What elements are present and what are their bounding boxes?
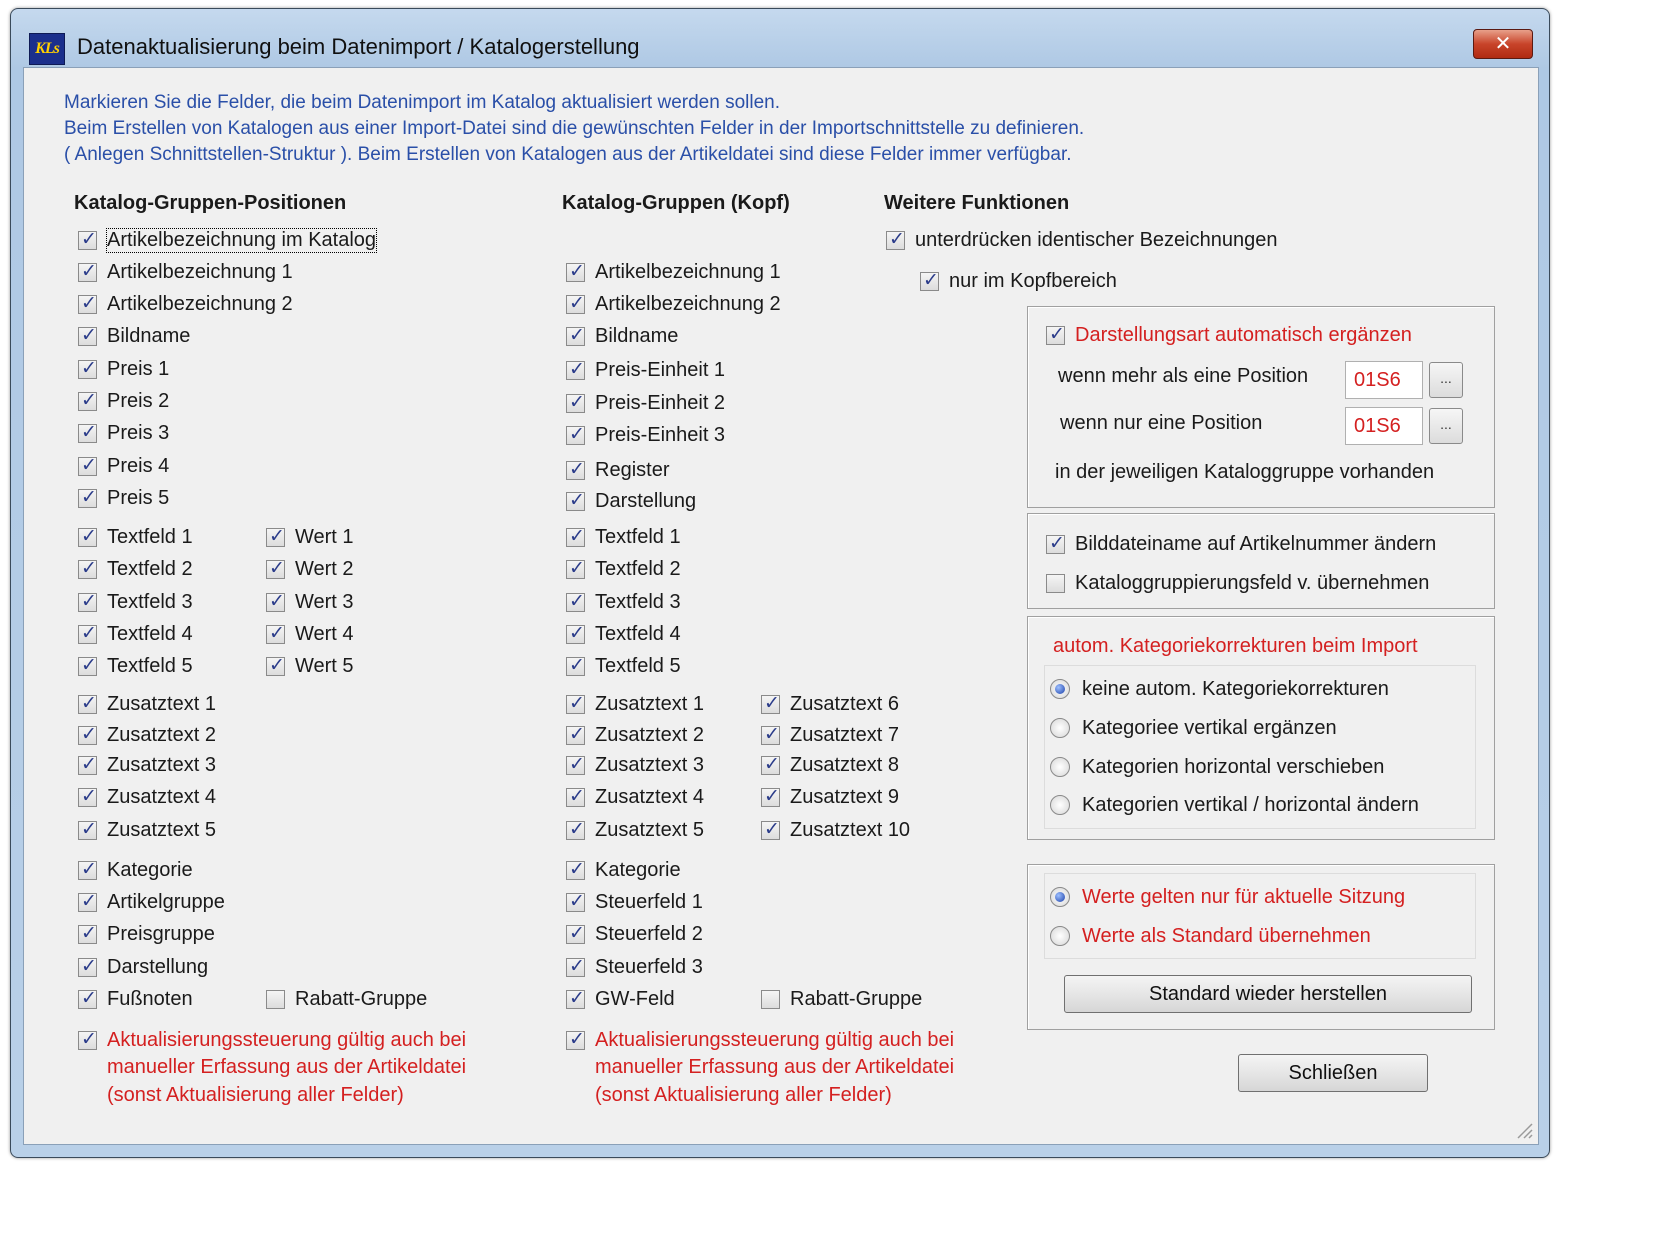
wert-4-row[interactable]: [266, 620, 354, 648]
col1-rabatt-gruppe-row[interactable]: [266, 985, 427, 1013]
dialog-client-area: [23, 67, 1539, 1145]
werte-option-2-radio[interactable]: [1050, 926, 1070, 946]
app-logo-icon: KLs: [29, 33, 65, 65]
kategorie-option-4-radio[interactable]: [1050, 795, 1070, 815]
kopf-item-9-label: Textfeld 1: [595, 525, 681, 548]
kopf-item-8-label: Darstellung: [595, 489, 697, 512]
resize-grip-icon[interactable]: [1512, 1118, 1534, 1140]
col2-manual-checkbox-row[interactable]: [566, 1026, 954, 1054]
restore-default-button[interactable]: Standard wieder herstellen: [1064, 975, 1472, 1013]
positionen-item-15-label: Zusatztext 1: [107, 692, 216, 715]
col2-manual-line-1: Aktualisierungssteuerung gültig auch bei: [595, 1028, 955, 1051]
positionen-item-7-row[interactable]: [78, 419, 169, 447]
head-only-checkbox[interactable]: [920, 272, 939, 291]
positionen-item-23-label: Darstellung: [107, 955, 209, 978]
positionen-item-19-label: Zusatztext 5: [107, 818, 216, 841]
kopf-item-7-label: Register: [595, 458, 670, 481]
kopf-item-5-row[interactable]: [566, 389, 725, 417]
kopf-item-18-label: Zusatztext 5: [595, 818, 704, 841]
darstellungsart-label: Darstellungsart automatisch ergänzen: [1075, 323, 1412, 346]
kopf-item-8-row[interactable]: [566, 487, 696, 515]
bilddatei-row[interactable]: [1046, 530, 1436, 558]
wert-5-checkbox[interactable]: [266, 657, 285, 676]
kopf-item-20-label: Steuerfeld 1: [595, 890, 703, 913]
kategorie-option-3-radio[interactable]: [1050, 757, 1070, 777]
kopf-item-15-label: Zusatztext 2: [595, 723, 704, 746]
kopf-item-18-row[interactable]: [566, 816, 704, 844]
kopf-zusatztext-7-label: Zusatztext 7: [790, 723, 899, 746]
kopf-zusatztext-7-row[interactable]: [761, 721, 899, 749]
positionen-item-5-checkbox[interactable]: [78, 360, 97, 379]
kopf-item-23-row[interactable]: [566, 985, 675, 1013]
close-window-button[interactable]: ✕: [1473, 29, 1533, 59]
kopf-item-1-label: Artikelbezeichnung 1: [595, 260, 781, 283]
wert-4-checkbox[interactable]: [266, 625, 285, 644]
kopf-item-15-checkbox[interactable]: [566, 726, 585, 745]
kategorie-option-1-radio[interactable]: [1050, 679, 1070, 699]
kopf-zusatztext-10-label: Zusatztext 10: [790, 818, 911, 841]
positionen-item-8-label: Preis 4: [107, 454, 170, 477]
positionen-item-5-label: Preis 1: [107, 357, 170, 380]
wert-1-label: Wert 1: [295, 525, 354, 548]
kopf-item-1-checkbox[interactable]: [566, 263, 585, 282]
kopf-item-13-checkbox[interactable]: [566, 657, 585, 676]
heading-weitere-funktionen: Weitere Funktionen: [884, 192, 1070, 214]
darstellungsart-row[interactable]: [1046, 321, 1412, 349]
positionen-item-13-row[interactable]: [78, 620, 193, 648]
gruppierung-label: Kataloggruppierungsfeld v. übernehmen: [1075, 571, 1430, 594]
kopf-item-16-label: Zusatztext 3: [595, 753, 704, 776]
one-position-browse-button[interactable]: ...: [1429, 408, 1463, 444]
kategorie-option-3-row[interactable]: [1050, 753, 1384, 781]
kategorie-option-3-label: Kategorien horizontal verschieben: [1082, 755, 1385, 778]
positionen-item-18-row[interactable]: [78, 783, 216, 811]
positionen-item-24-label: Fußnoten: [107, 987, 193, 1010]
positionen-item-20-row[interactable]: [78, 856, 193, 884]
kopf-item-14-label: Zusatztext 1: [595, 692, 704, 715]
wert-2-row[interactable]: [266, 555, 354, 583]
wert-1-checkbox[interactable]: [266, 528, 285, 547]
more-positions-input[interactable]: 01S6: [1345, 361, 1423, 399]
kopf-item-21-label: Steuerfeld 2: [595, 922, 703, 945]
positionen-item-21-checkbox[interactable]: [78, 893, 97, 912]
kopf-zusatztext-6-label: Zusatztext 6: [790, 692, 899, 715]
positionen-item-14-row[interactable]: [78, 652, 193, 680]
col1-rabatt-gruppe-checkbox[interactable]: [266, 990, 285, 1009]
darstellungsart-group: [1027, 306, 1495, 508]
kopf-item-5-checkbox[interactable]: [566, 394, 585, 413]
kopf-item-14-checkbox[interactable]: [566, 695, 585, 714]
positionen-item-21-row[interactable]: [78, 888, 225, 916]
dialog-window: [10, 8, 1550, 1158]
kopf-item-12-label: Textfeld 4: [595, 622, 681, 645]
kopf-item-9-row[interactable]: [566, 523, 681, 551]
kopf-item-11-row[interactable]: [566, 588, 681, 616]
positionen-item-11-row[interactable]: [78, 555, 193, 583]
kopf-item-9-checkbox[interactable]: [566, 528, 585, 547]
intro-line-2: Beim Erstellen von Katalogen aus einer Import-Datei sind die gewünschten Felder in der Importschnittstelle zu definieren.: [64, 118, 1085, 139]
kopf-item-17-label: Zusatztext 4: [595, 785, 704, 808]
positionen-item-2-checkbox[interactable]: [78, 263, 97, 282]
positionen-item-10-checkbox[interactable]: [78, 528, 97, 547]
positionen-item-10-label: Textfeld 1: [107, 525, 193, 548]
positionen-item-7-label: Preis 3: [107, 421, 170, 444]
kopf-item-20-row[interactable]: [566, 888, 703, 916]
werte-option-2-label: Werte als Standard übernehmen: [1082, 924, 1371, 947]
kopf-item-4-checkbox[interactable]: [566, 361, 585, 380]
kopf-item-23-label: GW-Feld: [595, 987, 675, 1010]
kopf-item-1-row[interactable]: [566, 258, 781, 286]
kopf-item-3-row[interactable]: [566, 322, 678, 350]
positionen-item-4-checkbox[interactable]: [78, 327, 97, 346]
suppress-identical-checkbox[interactable]: [886, 231, 905, 250]
head-only-row[interactable]: [920, 267, 1117, 295]
kopf-item-3-label: Bildname: [595, 324, 679, 347]
positionen-item-19-checkbox[interactable]: [78, 821, 97, 840]
positionen-item-7-checkbox[interactable]: [78, 424, 97, 443]
wert-5-label: Wert 5: [295, 654, 354, 677]
kopf-zusatztext-8-row[interactable]: [761, 751, 899, 779]
kopf-item-2-label: Artikelbezeichnung 2: [595, 292, 781, 315]
positionen-item-1-label: Artikelbezeichnung im Katalog: [107, 228, 377, 251]
positionen-item-9-label: Preis 5: [107, 486, 170, 509]
positionen-item-14-label: Textfeld 5: [107, 654, 193, 677]
positionen-item-6-row[interactable]: [78, 387, 169, 415]
darstellungsart-footer: in der jeweiligen Kataloggruppe vorhanden: [1055, 461, 1435, 483]
positionen-item-12-row[interactable]: [78, 588, 193, 616]
kopf-zusatztext-8-label: Zusatztext 8: [790, 753, 899, 776]
kopf-item-13-label: Textfeld 5: [595, 654, 681, 677]
kopf-zusatztext-6-row[interactable]: [761, 690, 899, 718]
darstellungsart-checkbox[interactable]: [1046, 326, 1065, 345]
positionen-item-22-row[interactable]: [78, 920, 215, 948]
kopf-item-7-checkbox[interactable]: [566, 461, 585, 480]
col2-manual-checkbox[interactable]: [566, 1031, 585, 1050]
col2-rabatt-gruppe-checkbox[interactable]: [761, 990, 780, 1009]
werte-option-2-row[interactable]: [1050, 922, 1371, 950]
kopf-zusatztext-9-label: Zusatztext 9: [790, 785, 899, 808]
positionen-item-13-label: Textfeld 4: [107, 622, 193, 645]
positionen-item-5-row[interactable]: [78, 355, 169, 383]
positionen-item-21-label: Artikelgruppe: [107, 890, 225, 913]
gruppierung-row[interactable]: [1046, 569, 1429, 597]
col1-manual-line-1: Aktualisierungssteuerung gültig auch bei: [107, 1028, 467, 1051]
wert-2-label: Wert 2: [295, 557, 354, 580]
kopf-item-22-label: Steuerfeld 3: [595, 955, 703, 978]
positionen-item-8-checkbox[interactable]: [78, 457, 97, 476]
kopf-item-8-checkbox[interactable]: [566, 492, 585, 511]
kopf-zusatztext-10-row[interactable]: [761, 816, 910, 844]
kopf-item-2-row[interactable]: [566, 290, 781, 318]
kopf-item-22-row[interactable]: [566, 953, 703, 981]
bilddatei-checkbox[interactable]: [1046, 535, 1065, 554]
kopf-zusatztext-9-checkbox[interactable]: [761, 788, 780, 807]
positionen-item-20-label: Kategorie: [107, 858, 193, 881]
positionen-item-18-label: Zusatztext 4: [107, 785, 216, 808]
col1-manual-checkbox[interactable]: [78, 1031, 97, 1050]
kopf-item-7-row[interactable]: [566, 456, 669, 484]
kopf-item-11-label: Textfeld 3: [595, 590, 681, 613]
werte-option-1-radio[interactable]: [1050, 887, 1070, 907]
col2-rabatt-gruppe-row[interactable]: [761, 985, 922, 1013]
kopf-item-2-checkbox[interactable]: [566, 295, 585, 314]
kopf-zusatztext-8-checkbox[interactable]: [761, 756, 780, 775]
kopf-item-10-row[interactable]: [566, 555, 681, 583]
positionen-item-1-checkbox[interactable]: [78, 231, 97, 250]
kopf-item-12-row[interactable]: [566, 620, 681, 648]
positionen-item-22-label: Preisgruppe: [107, 922, 215, 945]
kopf-zusatztext-9-row[interactable]: [761, 783, 899, 811]
one-position-label: wenn nur eine Position: [1060, 412, 1263, 434]
suppress-identical-row[interactable]: [886, 226, 1277, 254]
positionen-item-17-checkbox[interactable]: [78, 756, 97, 775]
wert-3-checkbox[interactable]: [266, 593, 285, 612]
kategorie-option-4-label: Kategorien vertikal / horizontal ändern: [1082, 793, 1419, 816]
kopf-item-6-row[interactable]: [566, 421, 725, 449]
kopf-zusatztext-7-checkbox[interactable]: [761, 726, 780, 745]
positionen-item-20-checkbox[interactable]: [78, 861, 97, 880]
kategoriekorrektur-group: [1027, 616, 1495, 840]
kopf-item-3-checkbox[interactable]: [566, 327, 585, 346]
heading-positionen: Katalog-Gruppen-Positionen: [74, 192, 347, 214]
more-positions-browse-button[interactable]: ...: [1429, 362, 1463, 398]
one-position-input[interactable]: 01S6: [1345, 407, 1423, 445]
positionen-item-16-label: Zusatztext 2: [107, 723, 216, 746]
werte-group: [1027, 864, 1495, 1030]
positionen-item-16-checkbox[interactable]: [78, 726, 97, 745]
intro-line-1: Markieren Sie die Felder, die beim Datenimport im Katalog aktualisiert werden sollen.: [64, 92, 781, 113]
kopf-item-17-checkbox[interactable]: [566, 788, 585, 807]
wert-3-row[interactable]: [266, 588, 354, 616]
positionen-item-23-row[interactable]: [78, 953, 208, 981]
positionen-item-15-row[interactable]: [78, 690, 216, 718]
wert-1-row[interactable]: [266, 523, 354, 551]
positionen-item-13-checkbox[interactable]: [78, 625, 97, 644]
positionen-item-18-checkbox[interactable]: [78, 788, 97, 807]
kopf-item-16-row[interactable]: [566, 751, 704, 779]
bilddatei-label: Bilddateiname auf Artikelnummer ändern: [1075, 532, 1437, 555]
kopf-item-19-label: Kategorie: [595, 858, 681, 881]
gruppierung-checkbox[interactable]: [1046, 574, 1065, 593]
kopf-item-19-row[interactable]: [566, 856, 681, 884]
kopf-item-4-label: Preis-Einheit 1: [595, 358, 726, 381]
positionen-item-16-row[interactable]: [78, 721, 216, 749]
positionen-item-15-checkbox[interactable]: [78, 695, 97, 714]
kopf-item-23-checkbox[interactable]: [566, 990, 585, 1009]
kopf-item-22-checkbox[interactable]: [566, 958, 585, 977]
positionen-item-24-row[interactable]: [78, 985, 193, 1013]
kopf-item-19-checkbox[interactable]: [566, 861, 585, 880]
kopf-item-14-row[interactable]: [566, 690, 704, 718]
col1-rabatt-gruppe-label: Rabatt-Gruppe: [295, 987, 428, 1010]
positionen-item-2-row[interactable]: [78, 258, 293, 286]
positionen-item-2-label: Artikelbezeichnung 1: [107, 260, 293, 283]
positionen-item-4-row[interactable]: [78, 322, 190, 350]
kopf-item-12-checkbox[interactable]: [566, 625, 585, 644]
schliessen-button[interactable]: Schließen: [1238, 1054, 1428, 1092]
werte-option-1-label: Werte gelten nur für aktuelle Sitzung: [1082, 885, 1406, 908]
col2-manual-line-2: manueller Erfassung aus der Artikeldatei: [595, 1056, 955, 1078]
werte-option-1-row[interactable]: [1050, 883, 1405, 911]
kopf-item-10-label: Textfeld 2: [595, 557, 681, 580]
positionen-item-19-row[interactable]: [78, 816, 216, 844]
positionen-item-12-checkbox[interactable]: [78, 593, 97, 612]
positionen-item-9-checkbox[interactable]: [78, 489, 97, 508]
kopf-item-10-checkbox[interactable]: [566, 560, 585, 579]
col1-manual-checkbox-row[interactable]: [78, 1026, 466, 1054]
kopf-item-20-checkbox[interactable]: [566, 893, 585, 912]
kategorie-option-1-label: keine autom. Kategoriekorrekturen: [1082, 677, 1389, 700]
positionen-item-3-checkbox[interactable]: [78, 295, 97, 314]
kopf-item-16-checkbox[interactable]: [566, 756, 585, 775]
col2-manual-line-3: (sonst Aktualisierung aller Felder): [595, 1084, 892, 1106]
wert-4-label: Wert 4: [295, 622, 354, 645]
window-title: Datenaktualisierung beim Datenimport / Katalogerstellung: [77, 34, 640, 59]
positionen-item-17-row[interactable]: [78, 751, 216, 779]
head-only-label: nur im Kopfbereich: [949, 269, 1117, 292]
positionen-item-3-row[interactable]: [78, 290, 293, 318]
suppress-identical-label: unterdrücken identischer Bezeichnungen: [915, 228, 1278, 251]
positionen-item-12-label: Textfeld 3: [107, 590, 193, 613]
kategorie-option-2-row[interactable]: [1050, 714, 1337, 742]
positionen-item-8-row[interactable]: [78, 452, 169, 480]
positionen-item-6-checkbox[interactable]: [78, 392, 97, 411]
col2-rabatt-gruppe-label: Rabatt-Gruppe: [790, 987, 923, 1010]
wert-2-checkbox[interactable]: [266, 560, 285, 579]
kopf-item-18-checkbox[interactable]: [566, 821, 585, 840]
positionen-item-1-row[interactable]: [78, 226, 376, 254]
positionen-item-11-checkbox[interactable]: [78, 560, 97, 579]
kopf-item-21-row[interactable]: [566, 920, 703, 948]
kopf-item-6-checkbox[interactable]: [566, 426, 585, 445]
kategorie-option-1-row[interactable]: [1050, 675, 1389, 703]
col1-manual-line-3: (sonst Aktualisierung aller Felder): [107, 1084, 404, 1106]
positionen-item-11-label: Textfeld 2: [107, 557, 193, 580]
wert-3-label: Wert 3: [295, 590, 354, 613]
kopf-item-5-label: Preis-Einheit 2: [595, 391, 726, 414]
kopf-item-15-row[interactable]: [566, 721, 704, 749]
positionen-item-22-checkbox[interactable]: [78, 925, 97, 944]
kopf-item-6-label: Preis-Einheit 3: [595, 423, 726, 446]
kopf-zusatztext-6-checkbox[interactable]: [761, 695, 780, 714]
kopf-item-11-checkbox[interactable]: [566, 593, 585, 612]
bilddatei-group: [1027, 513, 1495, 609]
kategoriekorrektur-title: autom. Kategoriekorrekturen beim Import: [1053, 635, 1418, 657]
kopf-item-13-row[interactable]: [566, 652, 681, 680]
kategorie-option-2-radio[interactable]: [1050, 718, 1070, 738]
positionen-item-17-label: Zusatztext 3: [107, 753, 216, 776]
positionen-item-6-label: Preis 2: [107, 389, 170, 412]
kategorie-option-4-row[interactable]: [1050, 791, 1419, 819]
kopf-item-4-row[interactable]: [566, 356, 725, 384]
positionen-item-3-label: Artikelbezeichnung 2: [107, 292, 293, 315]
more-positions-label: wenn mehr als eine Position: [1058, 365, 1309, 387]
positionen-item-14-checkbox[interactable]: [78, 657, 97, 676]
title-bar[interactable]: [11, 9, 1549, 67]
positionen-item-4-label: Bildname: [107, 324, 191, 347]
positionen-item-10-row[interactable]: [78, 523, 193, 551]
positionen-item-23-checkbox[interactable]: [78, 958, 97, 977]
positionen-item-24-checkbox[interactable]: [78, 990, 97, 1009]
intro-line-3: ( Anlegen Schnittstellen-Struktur ). Beim Erstellen von Katalogen aus der Artikeldatei sind diese Felder immer verfügbar.: [64, 144, 1072, 165]
col1-manual-line-2: manueller Erfassung aus der Artikeldatei: [107, 1056, 467, 1078]
kopf-zusatztext-10-checkbox[interactable]: [761, 821, 780, 840]
kategorie-option-2-label: Kategoriee vertikal ergänzen: [1082, 716, 1337, 739]
wert-5-row[interactable]: [266, 652, 354, 680]
kopf-item-17-row[interactable]: [566, 783, 704, 811]
positionen-item-9-row[interactable]: [78, 484, 169, 512]
kopf-item-21-checkbox[interactable]: [566, 925, 585, 944]
heading-kopf: Katalog-Gruppen (Kopf): [562, 192, 790, 214]
